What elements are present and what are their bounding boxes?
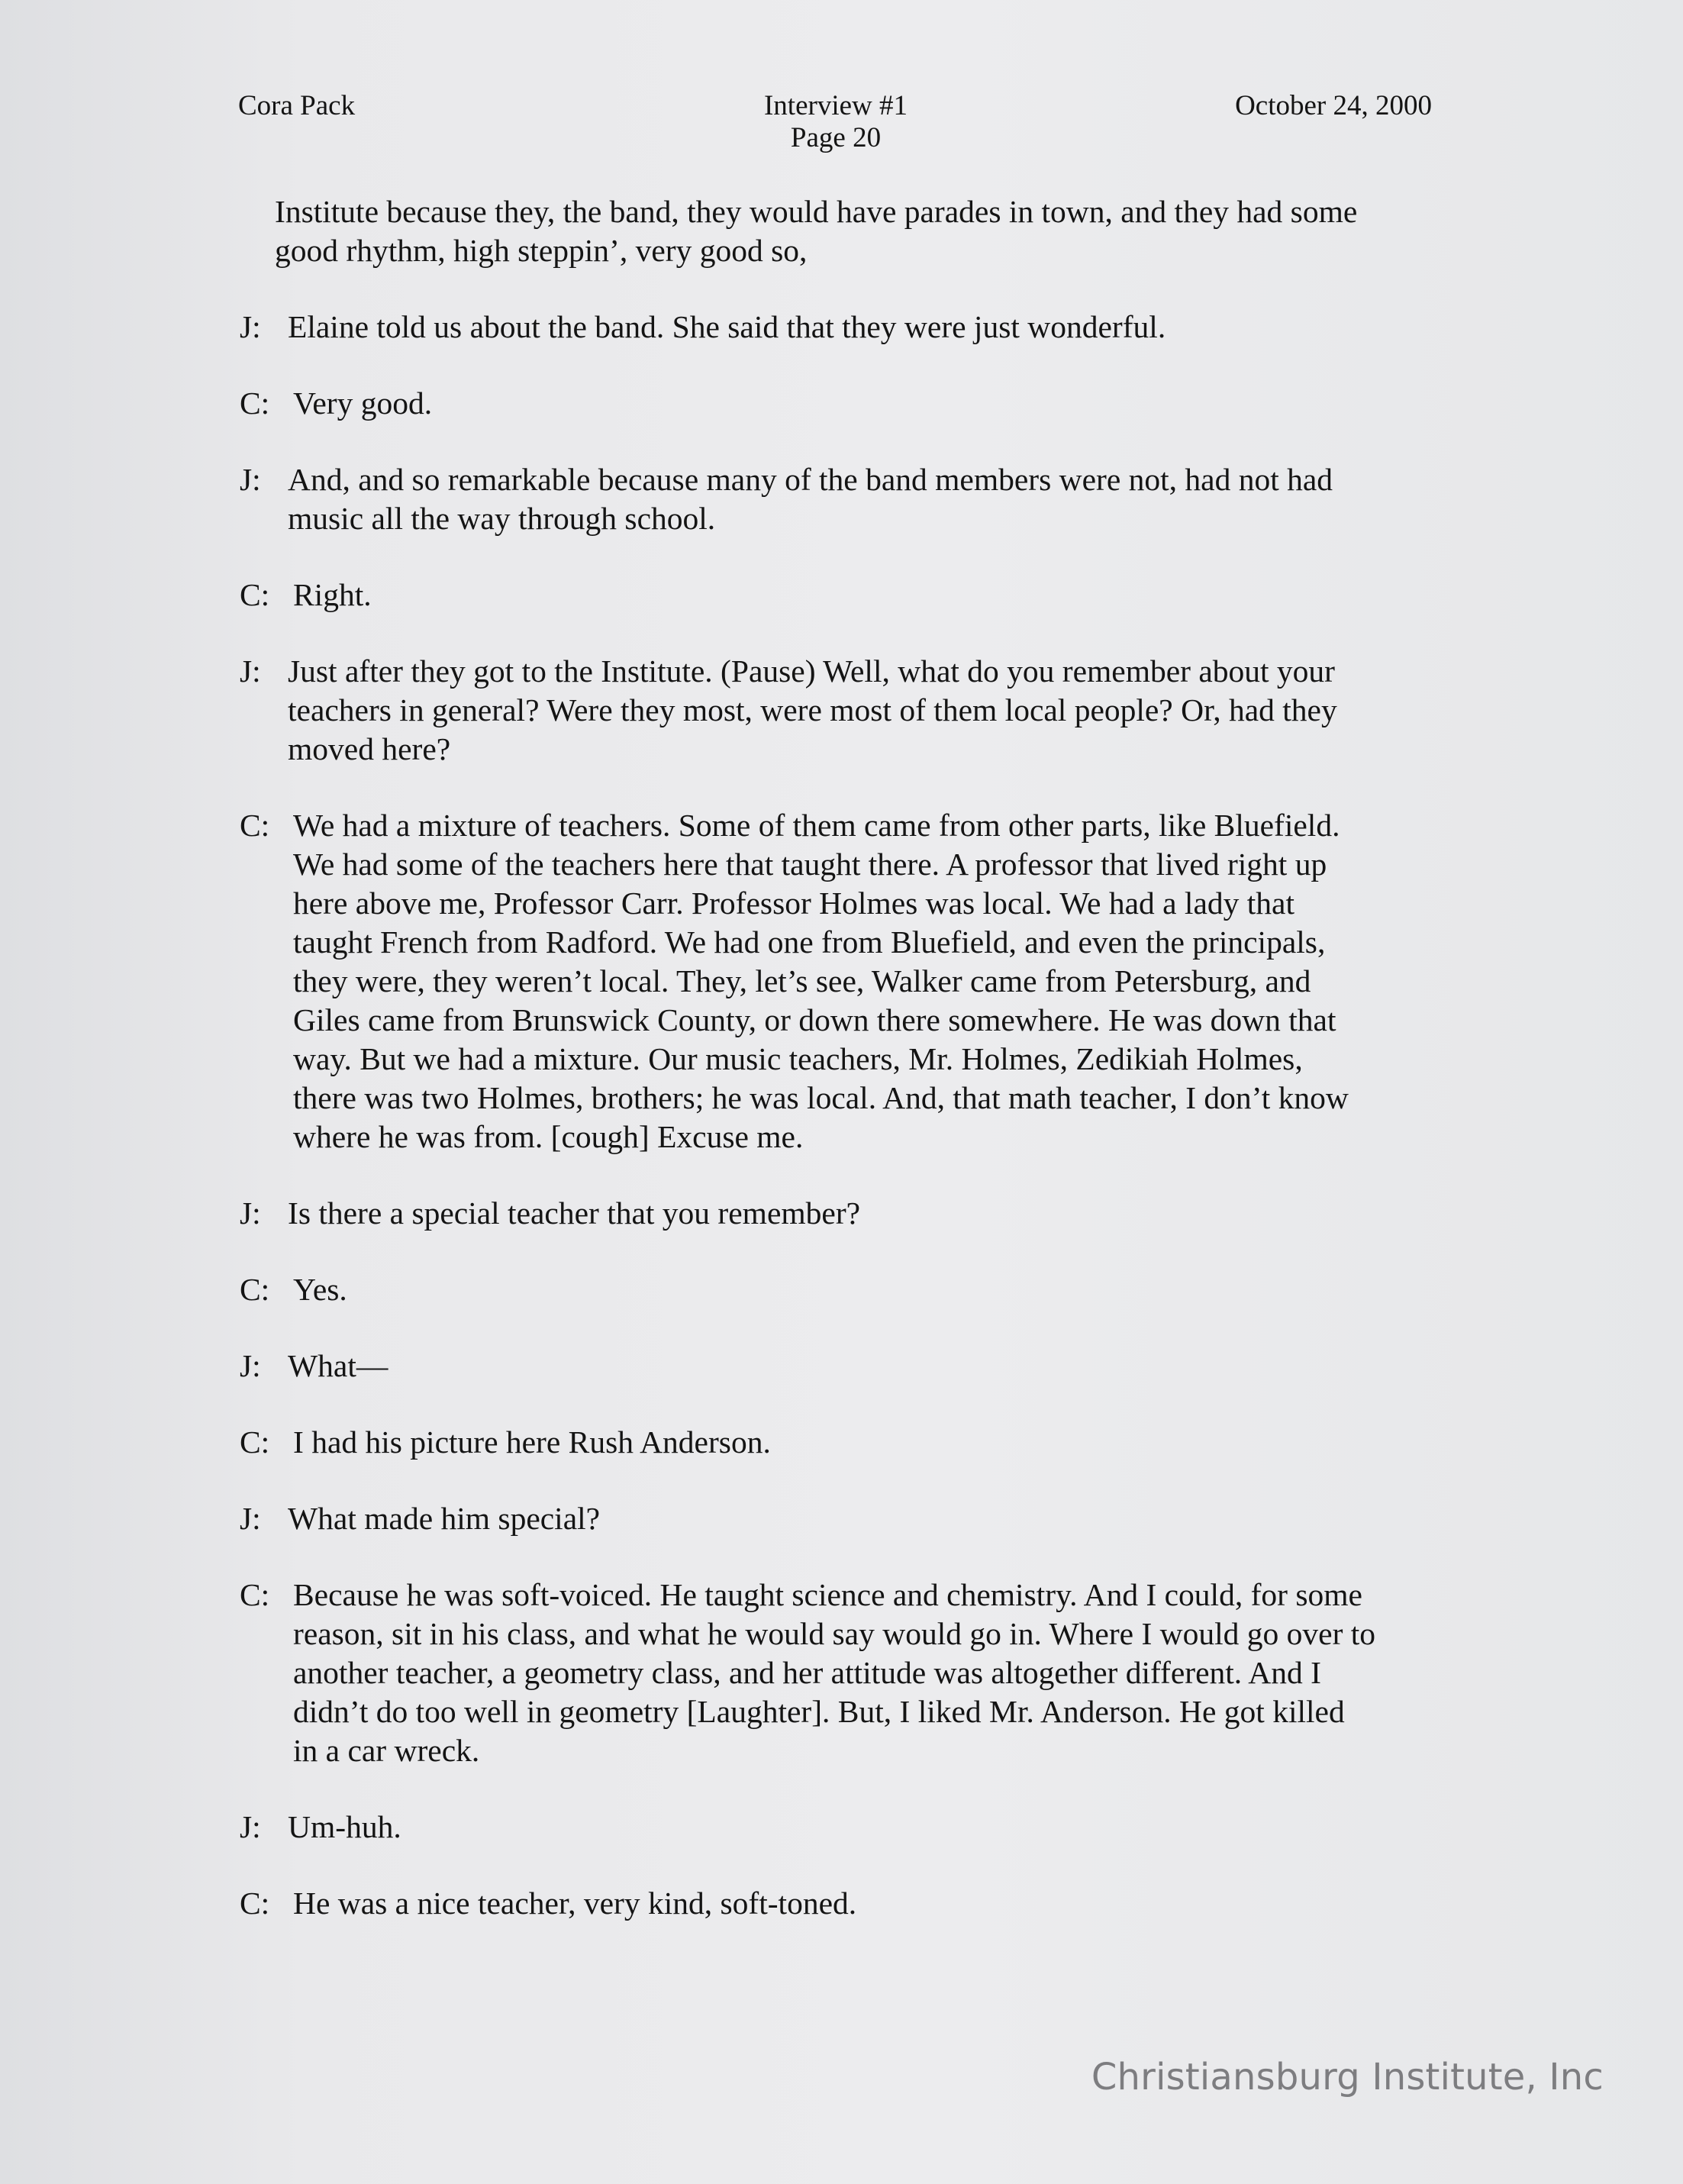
speech-text — [293, 1884, 1461, 1923]
speech-line: Just after they got to the Institute. (Pause) Well, what do you remember about your — [288, 653, 1335, 689]
dialogue-paragraph — [240, 1270, 1461, 1309]
speaker-label: C: — [240, 1272, 270, 1307]
speech-text — [288, 1499, 1461, 1538]
speech-line: didn’t do too well in geometry [Laughter]. But, I liked Mr. Anderson. He got killed — [293, 1694, 1345, 1729]
speaker-label: J: — [240, 1809, 261, 1844]
speech-line: another teacher, a geometry class, and her attitude was altogether different. And I — [293, 1655, 1321, 1690]
dialogue-paragraph — [240, 1194, 1461, 1233]
dialogue-paragraph — [240, 1499, 1461, 1538]
speech-line: And, and so remarkable because many of the band members were not, had not had — [288, 462, 1333, 497]
dialogue-paragraph — [240, 1347, 1461, 1386]
speech-text — [288, 308, 1461, 347]
dialogue-paragraph — [240, 384, 1461, 423]
speech-line: they were, they weren’t local. They, let’s see, Walker came from Petersburg, and — [293, 963, 1311, 998]
watermark-text: Christiansburg Institute, Inc — [1091, 2056, 1604, 2099]
speech-line: way. But we had a mixture. Our music teachers, Mr. Holmes, Zedikiah Holmes, — [293, 1041, 1303, 1076]
speech-text — [293, 384, 1461, 423]
speech-line: where he was from. [cough] Excuse me. — [293, 1119, 804, 1154]
speech-text — [288, 1194, 1461, 1233]
dialogue-paragraph — [240, 652, 1461, 769]
speech-line: here above me, Professor Carr. Professor Holmes was local. We had a lady that — [293, 886, 1294, 921]
speech-line: He was a nice teacher, very kind, soft-toned. — [293, 1886, 857, 1921]
speech-text — [288, 652, 1461, 769]
speech-line: Is there a special teacher that you remember? — [288, 1195, 861, 1231]
speech-line: reason, sit in his class, and what he would say would go in. Where I would go over to — [293, 1616, 1376, 1651]
transcript-body — [240, 192, 1461, 1960]
header-interview-number: Interview #1 — [763, 90, 908, 121]
dialogue-paragraph — [240, 1884, 1461, 1923]
header-interview-date: October 24, 2000 — [1235, 90, 1432, 121]
speech-text — [293, 1270, 1461, 1309]
speech-line: We had some of the teachers here that taught there. A professor that lived right up — [293, 847, 1327, 882]
speech-text — [293, 1576, 1461, 1770]
speech-line: Because he was soft-voiced. He taught science and chemistry. And I could, for some — [293, 1577, 1362, 1612]
speech-line: moved here? — [288, 731, 451, 766]
speaker-label: C: — [240, 386, 270, 421]
speaker-label: C: — [240, 577, 270, 612]
header-interviewee-name: Cora Pack — [238, 90, 356, 121]
speech-line: Elaine told us about the band. She said that they were just wonderful. — [288, 309, 1166, 344]
speech-text — [293, 576, 1461, 615]
continuation-text — [275, 192, 1461, 270]
speech-text — [288, 1347, 1461, 1386]
speech-line: there was two Holmes, brothers; he was local. And, that math teacher, I don’t know — [293, 1080, 1349, 1115]
speaker-label: J: — [240, 1195, 261, 1231]
speaker-label: J: — [240, 1348, 261, 1383]
continuation-line: Institute because they, the band, they would have parades in town, and they had some — [275, 194, 1358, 229]
speech-line: teachers in general? Were they most, were most of them local people? Or, had they — [288, 692, 1337, 727]
speech-line: in a car wreck. — [293, 1733, 480, 1768]
speaker-label: C: — [240, 808, 270, 843]
continuation-line: good rhythm, high steppin’, very good so, — [275, 233, 808, 268]
speaker-label: J: — [240, 1501, 261, 1536]
header-page-number: Page 20 — [790, 122, 882, 153]
speech-line: What— — [288, 1348, 389, 1383]
dialogue-paragraph — [240, 460, 1461, 538]
speaker-label: C: — [240, 1886, 270, 1921]
speaker-label: J: — [240, 309, 261, 344]
speaker-label: C: — [240, 1577, 270, 1612]
speech-line: Very good. — [293, 386, 433, 421]
header-interview-info — [611, 90, 1061, 154]
speech-line: We had a mixture of teachers. Some of them came from other parts, like Bluefield. — [293, 808, 1340, 843]
speech-line: Yes. — [293, 1272, 347, 1307]
speech-line: Right. — [293, 577, 372, 612]
dialogue-paragraph — [240, 576, 1461, 615]
continuation-paragraph — [240, 192, 1461, 270]
dialogue-paragraph — [240, 1576, 1461, 1770]
speaker-label: C: — [240, 1424, 270, 1460]
speech-line: Um-huh. — [288, 1809, 401, 1844]
speech-text — [293, 806, 1461, 1157]
speech-text — [288, 460, 1461, 538]
speech-line: taught French from Radford. We had one from Bluefield, and even the principals, — [293, 924, 1326, 960]
speaker-label: J: — [240, 653, 261, 689]
dialogue-paragraph — [240, 1808, 1461, 1847]
speech-text — [288, 1808, 1461, 1847]
speaker-label: J: — [240, 462, 261, 497]
dialogue-paragraph — [240, 1423, 1461, 1462]
speech-text — [293, 1423, 1461, 1462]
speech-line: I had his picture here Rush Anderson. — [293, 1424, 771, 1460]
dialogue-paragraph — [240, 308, 1461, 347]
speech-line: music all the way through school. — [288, 501, 716, 536]
dialogue-paragraph — [240, 806, 1461, 1157]
speech-line: Giles came from Brunswick County, or down there somewhere. He was down that — [293, 1002, 1336, 1037]
speech-line: What made him special? — [288, 1501, 601, 1536]
